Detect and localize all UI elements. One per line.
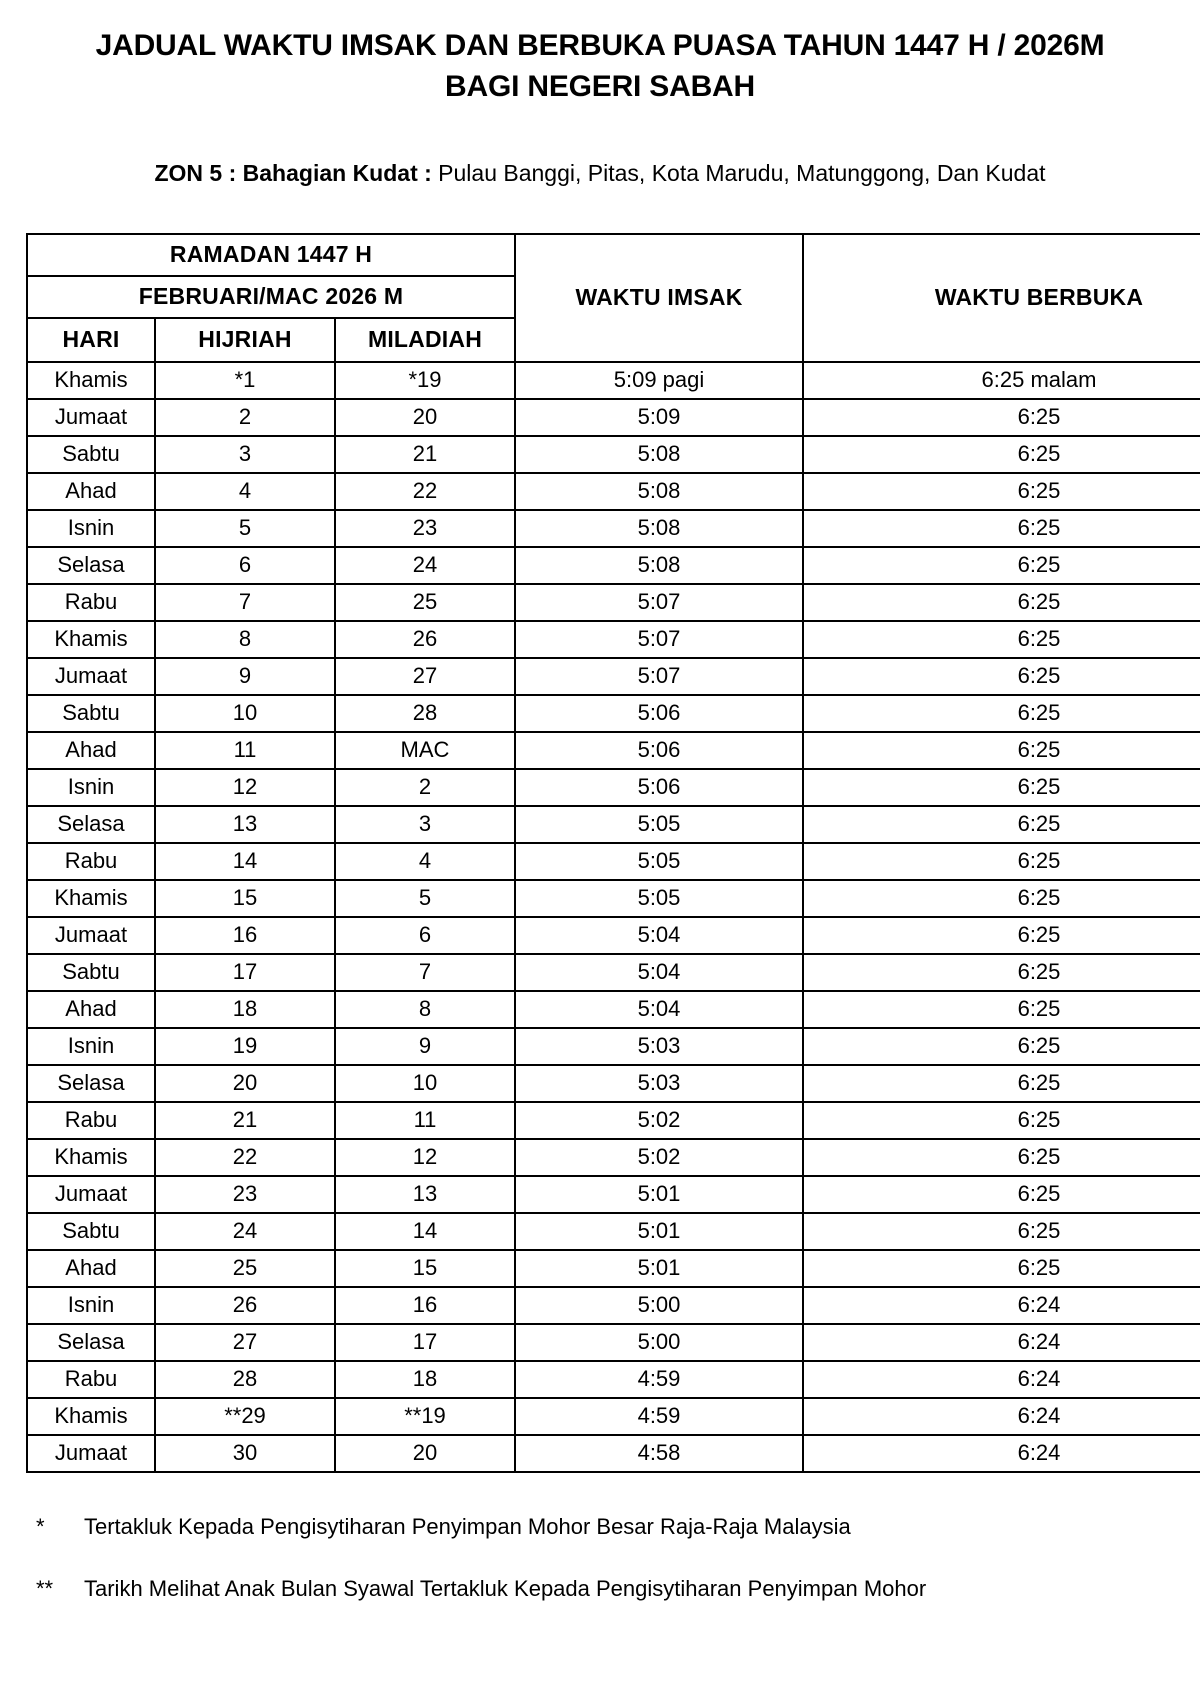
table-row <box>27 547 1200 584</box>
cell-berbuka: 6:25 <box>803 436 1200 473</box>
cell-hijriah: 6 <box>155 547 335 584</box>
table-row <box>27 1139 1200 1176</box>
cell-miladiah: 10 <box>335 1065 515 1102</box>
cell-imsak: 5:04 <box>515 991 803 1028</box>
cell-hari: Sabtu <box>27 436 155 473</box>
table-row <box>27 1287 1200 1324</box>
cell-miladiah: MAC <box>335 732 515 769</box>
table-row <box>27 510 1200 547</box>
zone-label: ZON 5 : Bahagian Kudat : <box>154 160 432 186</box>
footnote-text: Tarikh Melihat Anak Bulan Syawal Tertakluk Kepada Pengisytiharan Penyimpan Mohor <box>84 1576 927 1602</box>
zone-places: Pulau Banggi, Pitas, Kota Marudu, Matunggong, Dan Kudat <box>431 160 1046 186</box>
cell-miladiah: 8 <box>335 991 515 1028</box>
cell-berbuka: 6:24 <box>803 1361 1200 1398</box>
table-row <box>27 1435 1200 1472</box>
cell-hari: Selasa <box>27 1065 155 1102</box>
table-row <box>27 1102 1200 1139</box>
cell-imsak: 5:01 <box>515 1213 803 1250</box>
cell-imsak: 5:06 <box>515 769 803 806</box>
cell-hijriah: 26 <box>155 1287 335 1324</box>
cell-hijriah: 27 <box>155 1324 335 1361</box>
cell-hijriah: 28 <box>155 1361 335 1398</box>
cell-imsak: 5:08 <box>515 436 803 473</box>
zone-subtitle <box>0 159 1200 189</box>
table-row <box>27 695 1200 732</box>
cell-miladiah: 5 <box>335 880 515 917</box>
cell-hari: Khamis <box>27 1139 155 1176</box>
cell-hari: Sabtu <box>27 954 155 991</box>
cell-miladiah: 15 <box>335 1250 515 1287</box>
cell-hari: Isnin <box>27 769 155 806</box>
table-row <box>27 1250 1200 1287</box>
cell-berbuka: 6:25 <box>803 954 1200 991</box>
page-title <box>0 0 1200 107</box>
cell-hari: Jumaat <box>27 399 155 436</box>
table-row <box>27 806 1200 843</box>
table-row <box>27 658 1200 695</box>
cell-hijriah: *1 <box>155 362 335 399</box>
cell-berbuka: 6:25 <box>803 1250 1200 1287</box>
cell-hari: Khamis <box>27 621 155 658</box>
cell-miladiah: 3 <box>335 806 515 843</box>
table-row <box>27 880 1200 917</box>
table-header <box>27 234 1200 362</box>
footnote <box>36 1513 1174 1542</box>
cell-imsak: 5:03 <box>515 1028 803 1065</box>
table-row <box>27 732 1200 769</box>
cell-berbuka: 6:25 <box>803 510 1200 547</box>
cell-miladiah: 17 <box>335 1324 515 1361</box>
footnotes <box>0 1513 1200 1604</box>
header-waktu-berbuka: WAKTU BERBUKA <box>803 234 1200 362</box>
cell-hari: Rabu <box>27 1102 155 1139</box>
cell-hari: Sabtu <box>27 1213 155 1250</box>
cell-hijriah: 7 <box>155 584 335 621</box>
cell-hari: Khamis <box>27 880 155 917</box>
table-row <box>27 399 1200 436</box>
cell-miladiah: 26 <box>335 621 515 658</box>
cell-hijriah: 16 <box>155 917 335 954</box>
table-row <box>27 1176 1200 1213</box>
footnote-marker: * <box>36 1513 45 1539</box>
prayer-times-table <box>26 233 1200 1473</box>
cell-miladiah: 28 <box>335 695 515 732</box>
table-row <box>27 362 1200 399</box>
cell-miladiah: **19 <box>335 1398 515 1435</box>
cell-miladiah: 21 <box>335 436 515 473</box>
cell-hari: Jumaat <box>27 1176 155 1213</box>
cell-berbuka: 6:25 <box>803 1028 1200 1065</box>
cell-hijriah: 21 <box>155 1102 335 1139</box>
cell-imsak: 5:04 <box>515 917 803 954</box>
cell-imsak: 5:02 <box>515 1102 803 1139</box>
table-row <box>27 473 1200 510</box>
table-row <box>27 1028 1200 1065</box>
cell-berbuka: 6:25 <box>803 991 1200 1028</box>
cell-hari: Selasa <box>27 547 155 584</box>
cell-hari: Sabtu <box>27 695 155 732</box>
cell-hari: Rabu <box>27 843 155 880</box>
cell-hijriah: 13 <box>155 806 335 843</box>
header-bulan: FEBRUARI/MAC 2026 M <box>27 276 515 318</box>
cell-hijriah: 24 <box>155 1213 335 1250</box>
cell-hari: Isnin <box>27 1287 155 1324</box>
cell-miladiah: 6 <box>335 917 515 954</box>
cell-miladiah: 22 <box>335 473 515 510</box>
cell-hijriah: 3 <box>155 436 335 473</box>
header-hari: HARI <box>27 318 155 362</box>
cell-berbuka: 6:25 <box>803 473 1200 510</box>
cell-miladiah: 12 <box>335 1139 515 1176</box>
cell-miladiah: 20 <box>335 399 515 436</box>
title-line-2: BAGI NEGERI SABAH <box>445 69 755 103</box>
cell-miladiah: 16 <box>335 1287 515 1324</box>
table-row <box>27 991 1200 1028</box>
cell-imsak: 5:07 <box>515 658 803 695</box>
cell-hijriah: 4 <box>155 473 335 510</box>
cell-hari: Khamis <box>27 362 155 399</box>
cell-miladiah: 13 <box>335 1176 515 1213</box>
cell-berbuka: 6:24 <box>803 1287 1200 1324</box>
header-waktu-imsak: WAKTU IMSAK <box>515 234 803 362</box>
cell-hijriah: 2 <box>155 399 335 436</box>
cell-berbuka: 6:25 <box>803 1213 1200 1250</box>
table-row <box>27 843 1200 880</box>
cell-hijriah: 10 <box>155 695 335 732</box>
cell-hijriah: 18 <box>155 991 335 1028</box>
table-body <box>27 362 1200 1472</box>
cell-imsak: 5:05 <box>515 843 803 880</box>
cell-hari: Ahad <box>27 1250 155 1287</box>
cell-hijriah: 11 <box>155 732 335 769</box>
table-row <box>27 621 1200 658</box>
cell-hijriah: 5 <box>155 510 335 547</box>
cell-hari: Ahad <box>27 991 155 1028</box>
cell-berbuka: 6:25 <box>803 917 1200 954</box>
cell-miladiah: 20 <box>335 1435 515 1472</box>
cell-imsak: 5:00 <box>515 1324 803 1361</box>
table-row <box>27 1361 1200 1398</box>
cell-berbuka: 6:25 <box>803 843 1200 880</box>
cell-miladiah: 24 <box>335 547 515 584</box>
cell-berbuka: 6:25 <box>803 732 1200 769</box>
cell-imsak: 5:03 <box>515 1065 803 1102</box>
cell-hari: Jumaat <box>27 917 155 954</box>
cell-imsak: 4:59 <box>515 1361 803 1398</box>
cell-hijriah: 8 <box>155 621 335 658</box>
cell-imsak: 5:08 <box>515 473 803 510</box>
cell-berbuka: 6:25 <box>803 584 1200 621</box>
cell-hijriah: 14 <box>155 843 335 880</box>
cell-imsak: 5:07 <box>515 584 803 621</box>
footnote-text: Tertakluk Kepada Pengisytiharan Penyimpan Mohor Besar Raja-Raja Malaysia <box>84 1513 851 1539</box>
footnote <box>36 1575 1174 1604</box>
cell-miladiah: 23 <box>335 510 515 547</box>
cell-berbuka: 6:25 malam <box>803 362 1200 399</box>
cell-berbuka: 6:25 <box>803 769 1200 806</box>
cell-hari: Jumaat <box>27 1435 155 1472</box>
cell-hijriah: **29 <box>155 1398 335 1435</box>
cell-imsak: 5:05 <box>515 806 803 843</box>
table-row <box>27 917 1200 954</box>
cell-hari: Khamis <box>27 1398 155 1435</box>
cell-miladiah: 27 <box>335 658 515 695</box>
cell-hijriah: 15 <box>155 880 335 917</box>
cell-imsak: 5:06 <box>515 732 803 769</box>
table-row <box>27 1324 1200 1361</box>
cell-imsak: 4:59 <box>515 1398 803 1435</box>
table-row <box>27 1065 1200 1102</box>
cell-miladiah: *19 <box>335 362 515 399</box>
header-hijriah: HIJRIAH <box>155 318 335 362</box>
table-row <box>27 769 1200 806</box>
cell-berbuka: 6:25 <box>803 1065 1200 1102</box>
table-row <box>27 1213 1200 1250</box>
cell-berbuka: 6:25 <box>803 658 1200 695</box>
cell-hijriah: 9 <box>155 658 335 695</box>
cell-hari: Rabu <box>27 1361 155 1398</box>
cell-imsak: 5:09 pagi <box>515 362 803 399</box>
cell-berbuka: 6:25 <box>803 1102 1200 1139</box>
cell-miladiah: 7 <box>335 954 515 991</box>
cell-berbuka: 6:25 <box>803 399 1200 436</box>
cell-berbuka: 6:25 <box>803 806 1200 843</box>
cell-imsak: 5:01 <box>515 1176 803 1213</box>
cell-berbuka: 6:24 <box>803 1324 1200 1361</box>
cell-miladiah: 14 <box>335 1213 515 1250</box>
schedule-table-container <box>0 233 1200 1473</box>
table-row <box>27 1398 1200 1435</box>
cell-hijriah: 17 <box>155 954 335 991</box>
cell-berbuka: 6:25 <box>803 1176 1200 1213</box>
cell-miladiah: 2 <box>335 769 515 806</box>
cell-imsak: 5:00 <box>515 1287 803 1324</box>
cell-berbuka: 6:25 <box>803 1139 1200 1176</box>
cell-imsak: 5:05 <box>515 880 803 917</box>
cell-hijriah: 12 <box>155 769 335 806</box>
cell-hari: Jumaat <box>27 658 155 695</box>
cell-imsak: 5:02 <box>515 1139 803 1176</box>
title-line-1: JADUAL WAKTU IMSAK DAN BERBUKA PUASA TAHUN 1447 H / 2026M <box>95 29 1105 62</box>
cell-hijriah: 23 <box>155 1176 335 1213</box>
cell-berbuka: 6:25 <box>803 695 1200 732</box>
cell-hari: Isnin <box>27 1028 155 1065</box>
cell-miladiah: 4 <box>335 843 515 880</box>
cell-imsak: 5:04 <box>515 954 803 991</box>
cell-miladiah: 25 <box>335 584 515 621</box>
cell-hari: Ahad <box>27 473 155 510</box>
table-row <box>27 954 1200 991</box>
cell-miladiah: 9 <box>335 1028 515 1065</box>
cell-hijriah: 30 <box>155 1435 335 1472</box>
cell-hari: Selasa <box>27 806 155 843</box>
header-row-ramadan <box>27 234 1200 276</box>
cell-hijriah: 20 <box>155 1065 335 1102</box>
table-row <box>27 584 1200 621</box>
cell-hijriah: 25 <box>155 1250 335 1287</box>
cell-imsak: 5:08 <box>515 547 803 584</box>
cell-berbuka: 6:24 <box>803 1435 1200 1472</box>
cell-hari: Rabu <box>27 584 155 621</box>
cell-imsak: 5:09 <box>515 399 803 436</box>
footnote-marker: ** <box>36 1576 54 1602</box>
cell-imsak: 4:58 <box>515 1435 803 1472</box>
cell-miladiah: 18 <box>335 1361 515 1398</box>
cell-imsak: 5:08 <box>515 510 803 547</box>
table-row <box>27 436 1200 473</box>
cell-hari: Ahad <box>27 732 155 769</box>
cell-hari: Isnin <box>27 510 155 547</box>
cell-imsak: 5:06 <box>515 695 803 732</box>
cell-hijriah: 19 <box>155 1028 335 1065</box>
cell-miladiah: 11 <box>335 1102 515 1139</box>
cell-berbuka: 6:24 <box>803 1398 1200 1435</box>
cell-berbuka: 6:25 <box>803 621 1200 658</box>
header-ramadan: RAMADAN 1447 H <box>27 234 515 276</box>
cell-hari: Selasa <box>27 1324 155 1361</box>
cell-imsak: 5:07 <box>515 621 803 658</box>
cell-hijriah: 22 <box>155 1139 335 1176</box>
cell-berbuka: 6:25 <box>803 547 1200 584</box>
cell-berbuka: 6:25 <box>803 880 1200 917</box>
cell-imsak: 5:01 <box>515 1250 803 1287</box>
header-miladiah: MILADIAH <box>335 318 515 362</box>
